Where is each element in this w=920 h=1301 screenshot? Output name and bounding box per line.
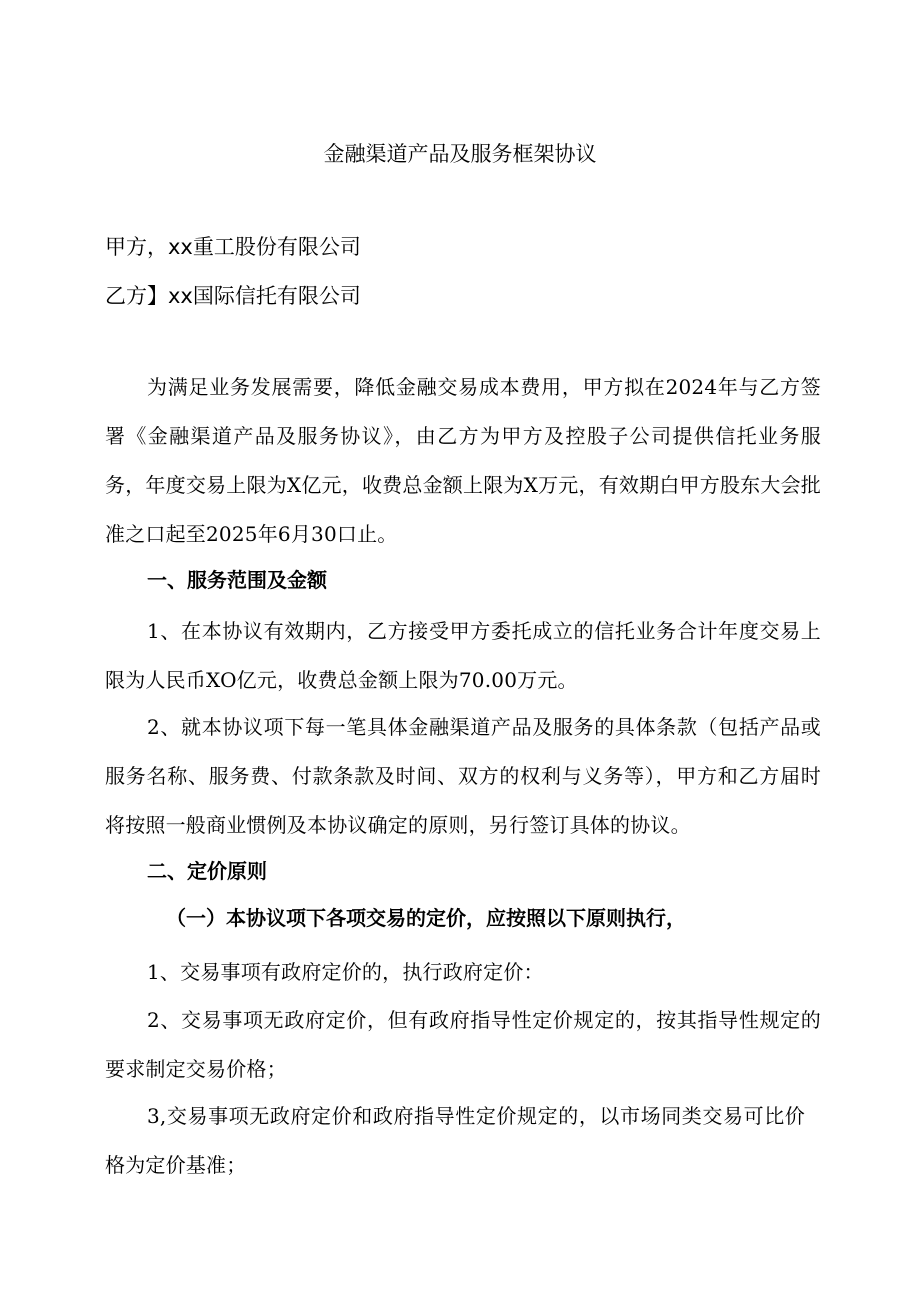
section-2-subheading: （一）本协议项下各项交易的定价，应按照以下原则执行， <box>166 906 686 930</box>
section-1-item-1: 1、在本协议有效期内，乙方接受甲方委托成立的信托业务合计年度交易上限为人民币XO亿元，收费总金额上限为70.00万元。 <box>105 619 821 692</box>
section-2-item-3: 3,交易事项无政府定价和政府指导性定价规定的，以市场同类交易可比价格为定价基准； <box>105 1104 805 1177</box>
section-1-item-2: 2、就本协议项下每一笔具体金融渠道产品及服务的具体条款（包括产品或服务名称、服务费、付款条款及时间、双方的权利与义务等），甲方和乙方届时将按照一般商业惯例及本协议确定的原则，另行签订具体的协议。 <box>105 715 821 837</box>
section-2-item-2: 2、交易事项无政府定价，但有政府指导性定价规定的，按其指导性规定的要求制定交易价格； <box>105 1008 821 1081</box>
section-2-heading: 二、定价原则 <box>147 859 267 883</box>
section-1-heading: 一、服务范围及金额 <box>147 568 327 592</box>
party-b: 乙方】xx国际信托有限公司 <box>105 284 361 308</box>
party-a: 甲方，xx重工股份有限公司 <box>105 235 361 259</box>
document-title: 金融渠道产品及服务框架协议 <box>323 142 597 166</box>
section-2-item-1: 1、交易事项有政府定价的，执行政府定价： <box>147 960 544 984</box>
intro-paragraph: 为满足业务发展需要，降低金融交易成本费用，甲方拟在2024年与乙方签署《金融渠道产品及服务协议》，由乙方为甲方及控股子公司提供信托业务服务，年度交易上限为X亿元，收费总金额上限为X万元，有效期白甲方股东大会批准之口起至2025年6月30口止。 <box>105 375 821 546</box>
